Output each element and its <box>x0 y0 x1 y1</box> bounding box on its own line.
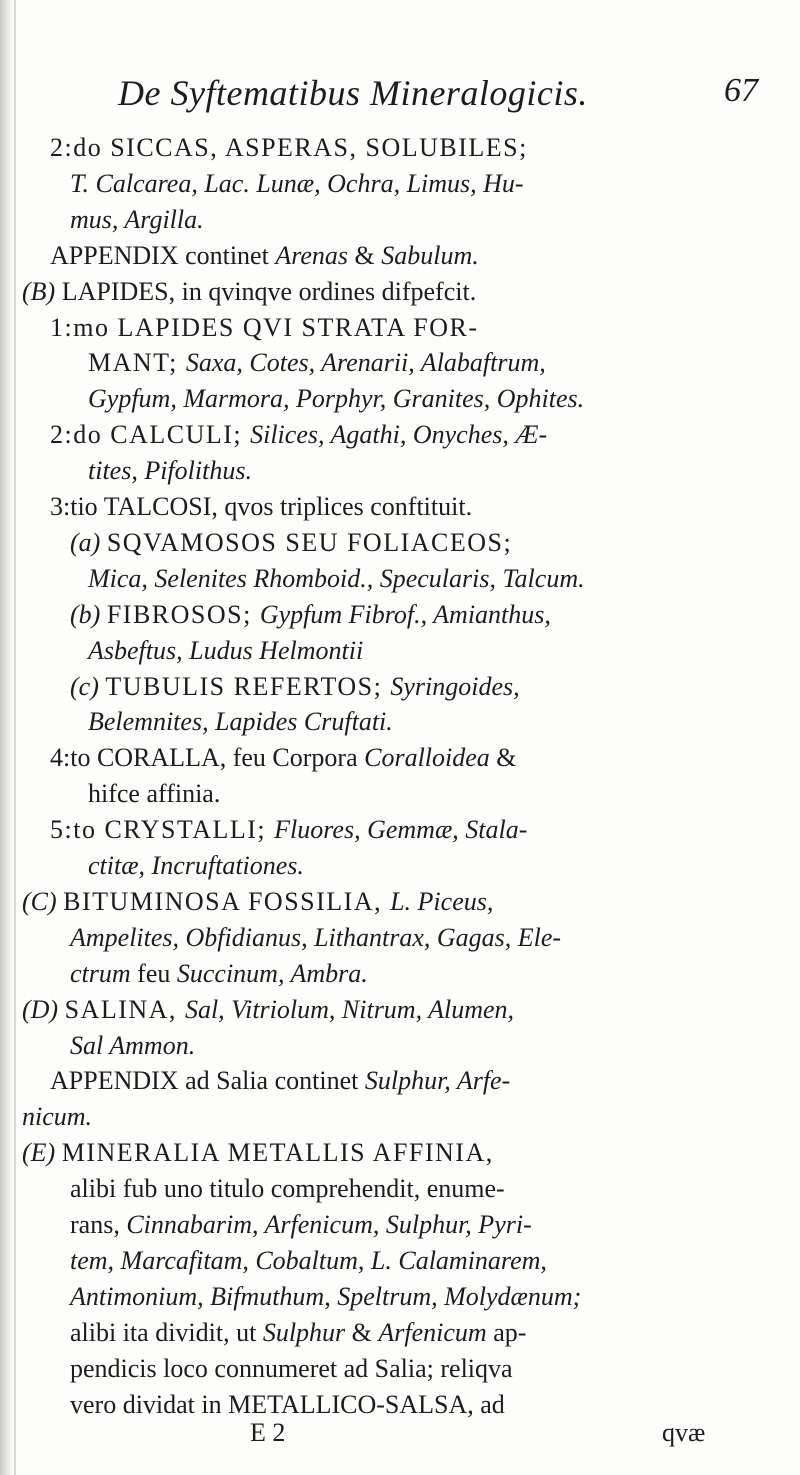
text-line <box>70 525 512 561</box>
text-line <box>70 202 204 238</box>
italic-term: nicum. <box>22 1102 93 1132</box>
italic-term: Arfenicum <box>378 1317 487 1347</box>
italic-term: ctitæ, Incruftationes. <box>88 851 304 880</box>
italic-term: (D) <box>22 994 65 1024</box>
text-run: SALINA, <box>64 994 185 1024</box>
italic-term: Ampelites, Obfidianus, Lithantrax, Gagas, Ele- <box>70 922 562 952</box>
text-run: alibi ita dividit, ut <box>70 1317 263 1347</box>
text-run: 1:mo LAPIDES QVI STRATA FOR- <box>50 312 479 342</box>
italic-term: Fluores, Gemmæ, Stala- <box>274 815 528 845</box>
text-line <box>88 776 220 812</box>
catchword: qvæ <box>662 1418 706 1447</box>
italic-term: tites, Pifolithus. <box>88 456 252 486</box>
text-run: rans, <box>70 1210 127 1239</box>
text-run: 2:do SICCAS, ASPERAS, SOLUBILES; <box>50 133 528 162</box>
text-run: MANT; <box>88 348 186 378</box>
text-line <box>70 1171 505 1207</box>
text-line <box>50 1063 510 1099</box>
italic-term: Sabulum. <box>381 240 479 270</box>
page-header <box>118 72 758 116</box>
text-line <box>88 848 304 884</box>
page-binding-shadow <box>0 0 14 1475</box>
text-run: 3:tio TALCOSI, qvos triplices conftituit. <box>50 492 473 521</box>
text-line <box>22 1099 92 1135</box>
signature-mark: E 2 <box>250 1418 286 1447</box>
text-run: hifce affinia. <box>88 779 221 809</box>
text-line <box>70 1315 526 1351</box>
text-line <box>50 238 479 274</box>
italic-term: L. Piceus, <box>390 886 494 916</box>
text-line <box>50 489 472 525</box>
text-line <box>70 166 524 202</box>
italic-term: Sal Ammon. <box>70 1030 196 1060</box>
text-run: alibi fub uno titulo comprehendit, enume- <box>70 1174 505 1204</box>
italic-term: mus, Argilla. <box>70 204 204 234</box>
text-run: pendicis loco connumeret ad Salia; reliqva <box>70 1353 513 1383</box>
text-line <box>70 920 561 956</box>
italic-term: Syringoides, <box>390 671 520 701</box>
italic-term: tem, Marcafitam, Cobaltum, L. Calaminarem, <box>70 1245 547 1275</box>
text-line <box>70 597 551 633</box>
italic-term: Arenas <box>275 240 349 270</box>
text-line <box>50 740 517 776</box>
italic-term: Antimonium, Bifmuthum, Speltrum, Molydænum; <box>70 1281 582 1311</box>
italic-term: Sulphur, Arfe- <box>364 1066 511 1096</box>
text-line <box>88 633 363 669</box>
text-line <box>70 1243 547 1279</box>
italic-term: (b) <box>70 599 107 629</box>
italic-term: Sulphur <box>262 1317 346 1347</box>
text-run: MINERALIA METALLIS AFFINIA, <box>61 1138 494 1168</box>
page-gutter-line <box>14 0 16 1475</box>
text-line <box>50 417 547 453</box>
italic-term: Asbeftus, Ludus Helmontii <box>88 635 364 665</box>
text-run: APPENDIX continet <box>50 240 276 270</box>
text-run: BITUMINOSA FOSSILIA, <box>63 886 391 916</box>
text-line <box>50 812 527 848</box>
italic-term: (B) <box>22 276 62 306</box>
italic-term: ctrum <box>70 958 131 988</box>
text-line <box>88 453 252 489</box>
text-line <box>50 130 528 166</box>
italic-term: Succinum, Ambra. <box>176 958 368 988</box>
text-line <box>22 1135 494 1171</box>
text-run: TUBULIS REFERTOS; <box>105 671 391 701</box>
page-number: 67 <box>724 72 758 109</box>
text-line <box>22 274 476 310</box>
text-line <box>50 310 479 346</box>
text-run: & <box>489 743 517 773</box>
italic-term: (a) <box>70 527 107 557</box>
italic-term: Saxa, Cotes, Arenarii, Alabaftrum, <box>185 348 546 378</box>
text-run: FIBROSOS; <box>106 599 260 629</box>
text-line <box>88 345 546 381</box>
text-line <box>70 1387 505 1423</box>
text-run: 2:do CALCULI; <box>50 420 251 450</box>
text-line <box>88 561 585 597</box>
italic-term: Mica, Selenites Rhomboid., Specularis, Talcum. <box>88 563 585 593</box>
text-run: & <box>345 1317 379 1347</box>
italic-term: T. Calcarea, Lac. Lunæ, Ochra, Limus, Hu- <box>70 168 524 198</box>
text-run: & <box>348 240 382 270</box>
text-run: ap- <box>486 1317 527 1347</box>
text-line <box>70 1028 195 1064</box>
text-run: LAPIDES, in qvinqve ordines difpefcit. <box>61 276 477 306</box>
text-run: 4:to CORALLA, feu Corpora <box>50 743 365 773</box>
text-line <box>88 381 584 417</box>
italic-term: Sal, Vitriolum, Nitrum, Alumen, <box>184 994 515 1024</box>
text-run: SQVAMOSOS SEU FOLIACEOS; <box>106 527 513 557</box>
text-run: feu <box>130 958 177 988</box>
running-title: De Syftematibus Mineralogicis. <box>118 73 588 113</box>
italic-term: Gypfum, Marmora, Porphyr, Granites, Ophites. <box>88 384 585 414</box>
text-run: vero dividat in METALLICO-SALSA, ad <box>70 1389 505 1419</box>
italic-term: (E) <box>22 1138 62 1168</box>
text-line <box>70 1207 532 1243</box>
text-run: 5:to CRYSTALLI; <box>50 815 275 845</box>
text-line <box>22 992 514 1028</box>
text-line <box>88 704 393 740</box>
text-line <box>70 956 368 992</box>
text-line <box>70 1351 513 1387</box>
italic-term: Silices, Agathi, Onyches, Æ- <box>250 420 548 450</box>
italic-term: Gypfum Fibrof., Amianthus, <box>259 599 551 629</box>
italic-term: Cinnabarim, Arfenicum, Sulphur, Pyri- <box>126 1210 532 1239</box>
text-run: APPENDIX ad Salia continet <box>50 1066 365 1096</box>
italic-term: (c) <box>70 671 106 701</box>
text-line <box>70 1279 581 1315</box>
text-line <box>22 884 493 920</box>
italic-term: Coralloidea <box>364 743 490 773</box>
text-line <box>70 669 520 705</box>
italic-term: (C) <box>22 886 64 916</box>
italic-term: Belemnites, Lapides Cruftati. <box>88 707 393 737</box>
